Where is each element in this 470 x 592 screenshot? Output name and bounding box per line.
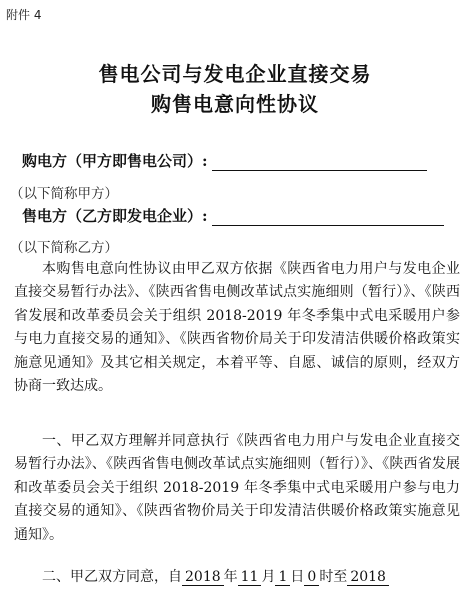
start-year-field[interactable]: 2018 (182, 569, 224, 586)
intro-paragraph: 本购售电意向性协议由甲乙双方依据《陕西省电力用户与发电企业直接交易暂行办法》、《陕西省售电侧改革试点实施细则（暂行）》、《陕西省发展和改革委员会关于组织 2018-2019 年冬季集中式电采暖用户参与电力直接交易的通知》、《陕西省物价局关于印发清洁供暖价格政策实施意见通知》及其它相关规定，本着平等、自愿、诚信的原则，经双方协商一致达成。 (14, 261, 460, 395)
start-month-field[interactable]: 11 (238, 569, 262, 586)
end-year-field[interactable]: 2018 (347, 569, 389, 586)
title-line-2: 购售电意向性协议 (151, 92, 319, 116)
buyer-name-field[interactable] (212, 154, 427, 171)
day-unit: 日 (290, 569, 305, 585)
month-unit: 月 (261, 569, 276, 585)
start-day-field[interactable]: 1 (275, 569, 290, 586)
seller-note: （以下简称乙方） (10, 240, 118, 256)
start-hour-field[interactable]: 0 (304, 569, 319, 586)
buyer-line (22, 150, 427, 171)
buyer-note: （以下简称甲方） (10, 186, 118, 202)
hour-unit: 时至 (319, 569, 348, 585)
seller-line (22, 205, 444, 226)
item-2-prefix: 二、甲乙双方同意，自 (42, 569, 182, 585)
buyer-label: 购电方（甲方即售电公司）: (22, 152, 208, 170)
title-line-1: 售电公司与发电企业直接交易 (98, 62, 372, 86)
seller-label: 售电方（乙方即发电企业）: (22, 207, 208, 225)
item-1-paragraph: 一、甲乙双方理解并同意执行《陕西省电力用户与发电企业直接交易暂行办法》、《陕西省售电侧改革试点实施细则（暂行）》、《陕西省发展和改革委员会关于组织 2018-2019 年冬季集中式电采暖用户参与电力直接交易的通知》、《陕西省物价局关于印发清洁供暖价格政策实施意见通知》。 (14, 433, 460, 543)
attachment-label: 附件 4 (6, 8, 42, 22)
year-unit: 年 (223, 569, 238, 585)
seller-name-field[interactable] (212, 209, 444, 226)
item-2-paragraph (14, 566, 460, 589)
